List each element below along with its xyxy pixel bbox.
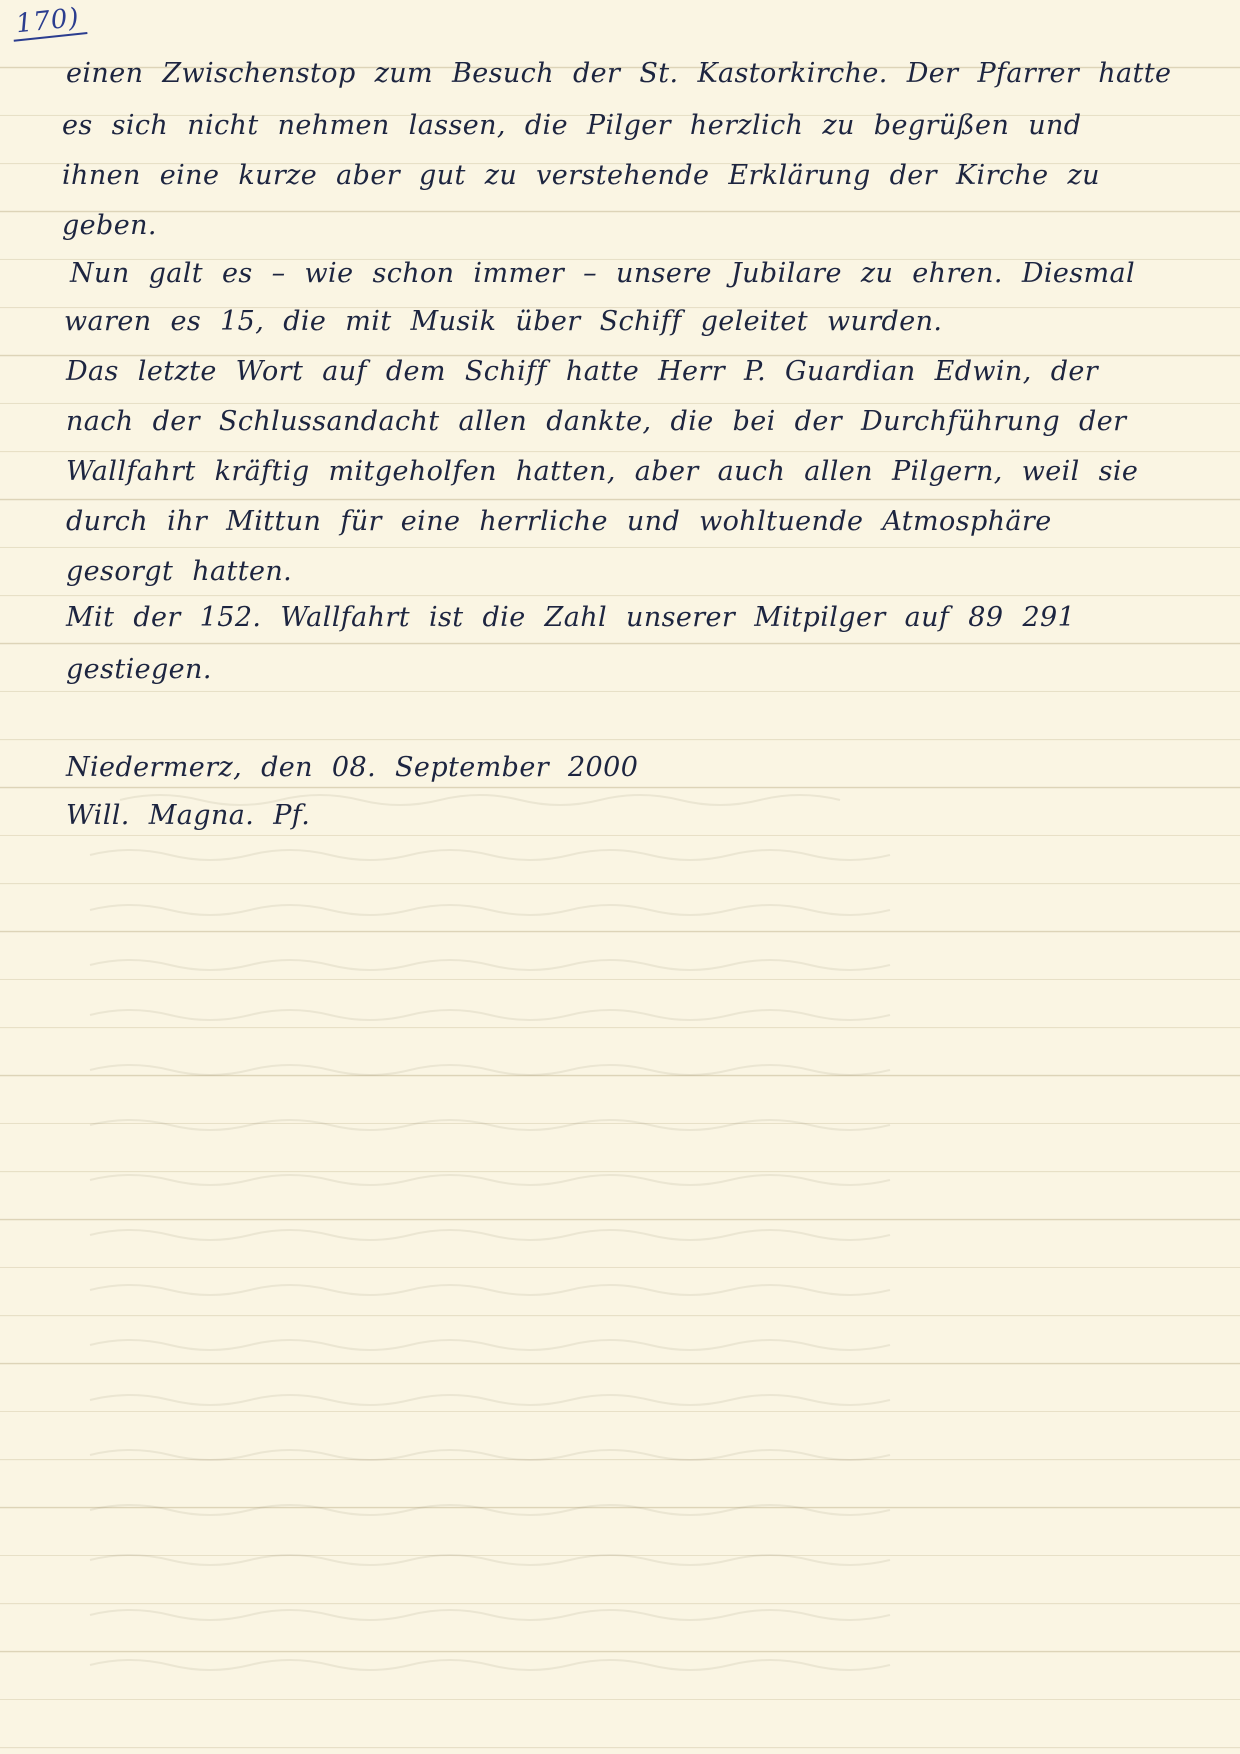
- text-line: durch ihr Mittun für eine herrliche und wohltuende Atmosphäre: [66, 506, 1052, 537]
- text-line: waren es 15, die mit Musik über Schiff geleitet wurden.: [64, 306, 943, 337]
- text-line: gesorgt hatten.: [66, 556, 293, 587]
- text-line: Das letzte Wort auf dem Schiff hatte Herr P. Guardian Edwin, der: [66, 356, 1099, 387]
- text-line: es sich nicht nehmen lassen, die Pilger herzlich zu begrüßen und: [62, 110, 1082, 141]
- text-line: Wallfahrt kräftig mitgeholfen hatten, aber auch allen Pilgern, weil sie: [66, 456, 1139, 487]
- page-number: 170): [11, 2, 88, 42]
- signature-line: Will. Magna. Pf.: [66, 800, 311, 831]
- text-line: nach der Schlussandacht allen dankte, die bei der Durchführung der: [66, 406, 1127, 437]
- text-line: geben.: [62, 210, 157, 241]
- text-line: gestiegen.: [66, 654, 212, 685]
- text-line: einen Zwischenstop zum Besuch der St. Kastorkirche. Der Pfarrer hatte: [66, 58, 1172, 89]
- text-line: Niedermerz, den 08. September 2000: [66, 752, 639, 783]
- text-line: Nun galt es – wie schon immer – unsere Jubilare zu ehren. Diesmal: [70, 258, 1136, 289]
- text-line: ihnen eine kurze aber gut zu verstehende Erklärung der Kirche zu: [62, 160, 1100, 191]
- text-line: Mit der 152. Wallfahrt ist die Zahl unserer Mitpilger auf 89 291: [66, 602, 1076, 633]
